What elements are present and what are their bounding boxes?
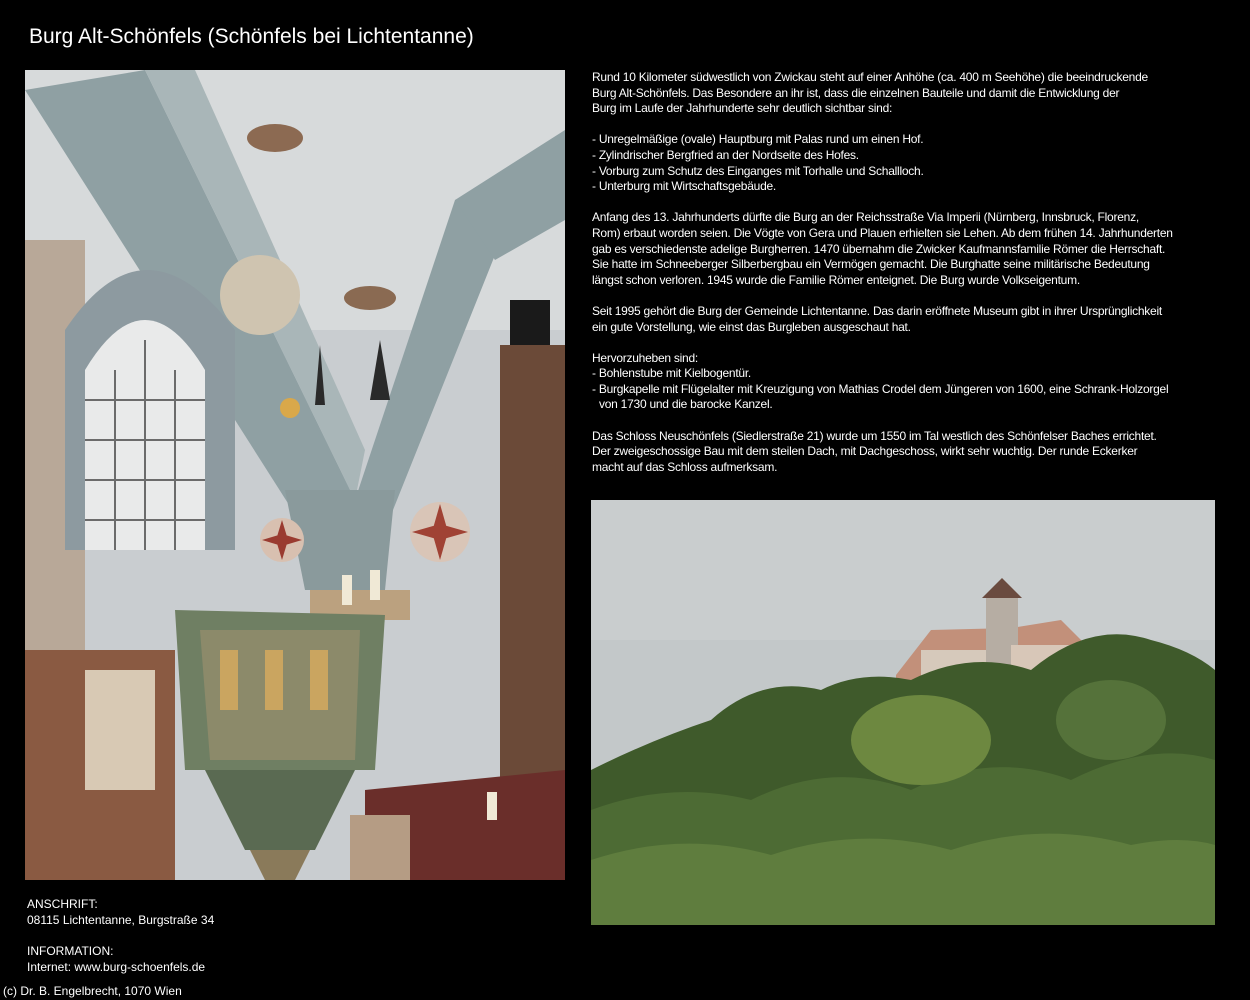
address-label: ANSCHRIFT: [27, 897, 98, 911]
address-block [27, 896, 214, 928]
castle-description [592, 70, 1217, 491]
museum-paragraph: Seit 1995 gehört die Burg der Gemeinde Lichtentanne. Das darin eröffnete Museum gibt in ihrer Ursprünglichkeit ein gute Vorstellung, wie einst das Burgleben ausgeschaut hat. [592, 303, 1162, 334]
history-paragraph: Anfang des 13. Jahrhunderts dürfte die Burg an der Reichsstraße Via Imperii (Nürnberg, Innsbruck, Florenz, Rom) erbaut worden seien. Die Vögte von Gera und Plauen erhielten sie Lehen. Ab dem frühen 14. Jahrhunderten gab es verschiedenste adelige Burgherren. 1470 übernahm die Zwicker Kaufmannsfamilie Römer die Herrschaft. Sie hatte im Schneeberger Silberbergbau ein Vermögen gemacht. Die Burghatte seine militärische Bedeutung längst schon verloren. 1945 wurde die Familie Römer enteignet. Die Burg wurde Volkseigentum. [592, 210, 1173, 287]
list-item: - Unregelmäßige (ovale) Hauptburg mit Palas rund um einen Hof. [592, 132, 924, 147]
list-item: - Vorburg zum Schutz des Einganges mit Torhalle und Schallloch. [592, 163, 924, 178]
intro-paragraph: Rund 10 Kilometer südwestlich von Zwickau steht auf einer Anhöhe (ca. 400 m Seehöhe) die beeindruckende Burg Alt-Schönfels. Das Besondere an ihr ist, dass die einzelnen Bauteile und damit die Entwicklung der Burg im Laufe der Jahrhunderte sehr deutlich sichtbar sind: [592, 70, 1148, 116]
website-link[interactable]: Internet: www.burg-schoenfels.de [27, 960, 206, 974]
page-title: Burg Alt-Schönfels (Schönfels bei Lichtentanne) [29, 25, 474, 48]
list-item: - Bohlenstube mit Kielbogentür. [592, 366, 752, 381]
chapel-interior-photo [25, 70, 565, 880]
information-block [27, 943, 205, 975]
highlights-list: Hervorzuheben sind: - Bohlenstube mit Kielbogentür. - Burgkapelle mit Flügelalter mit Kreuzigung von Mathias Crodel dem Jüngeren von 1600, eine Schrank-Holzorgel von 1730 und die barocke Kanzel. [592, 351, 1217, 413]
information-label: INFORMATION: [27, 944, 114, 958]
copyright-notice: (c) Dr. B. Engelbrecht, 1070 Wien [3, 984, 182, 998]
list-item: - Burgkapelle mit Flügelalter mit Kreuzigung von Mathias Crodel dem Jüngeren von 1600, eine Schrank-Holzorgel [592, 381, 1169, 396]
list-item: von 1730 und die barocke Kanzel. [599, 397, 773, 412]
castle-hill-photo [591, 500, 1215, 925]
neuschoenfels-paragraph: Das Schloss Neuschönfels (Siedlerstraße 21) wurde um 1550 im Tal westlich des Schönfelser Baches errichtet. Der zweigeschossige Bau mit dem steilen Dach, mit Dachgeschoss, wirkt sehr wuchtig. Der runde Eckerker macht auf das Schloss aufmerksam. [592, 428, 1157, 474]
list-item: - Unterburg mit Wirtschaftsgebäude. [592, 179, 776, 194]
address-value: 08115 Lichtentanne, Burgstraße 34 [27, 913, 215, 927]
list-item: - Zylindrischer Bergfried an der Nordseite des Hofes. [592, 147, 859, 162]
parts-list [592, 132, 1217, 194]
